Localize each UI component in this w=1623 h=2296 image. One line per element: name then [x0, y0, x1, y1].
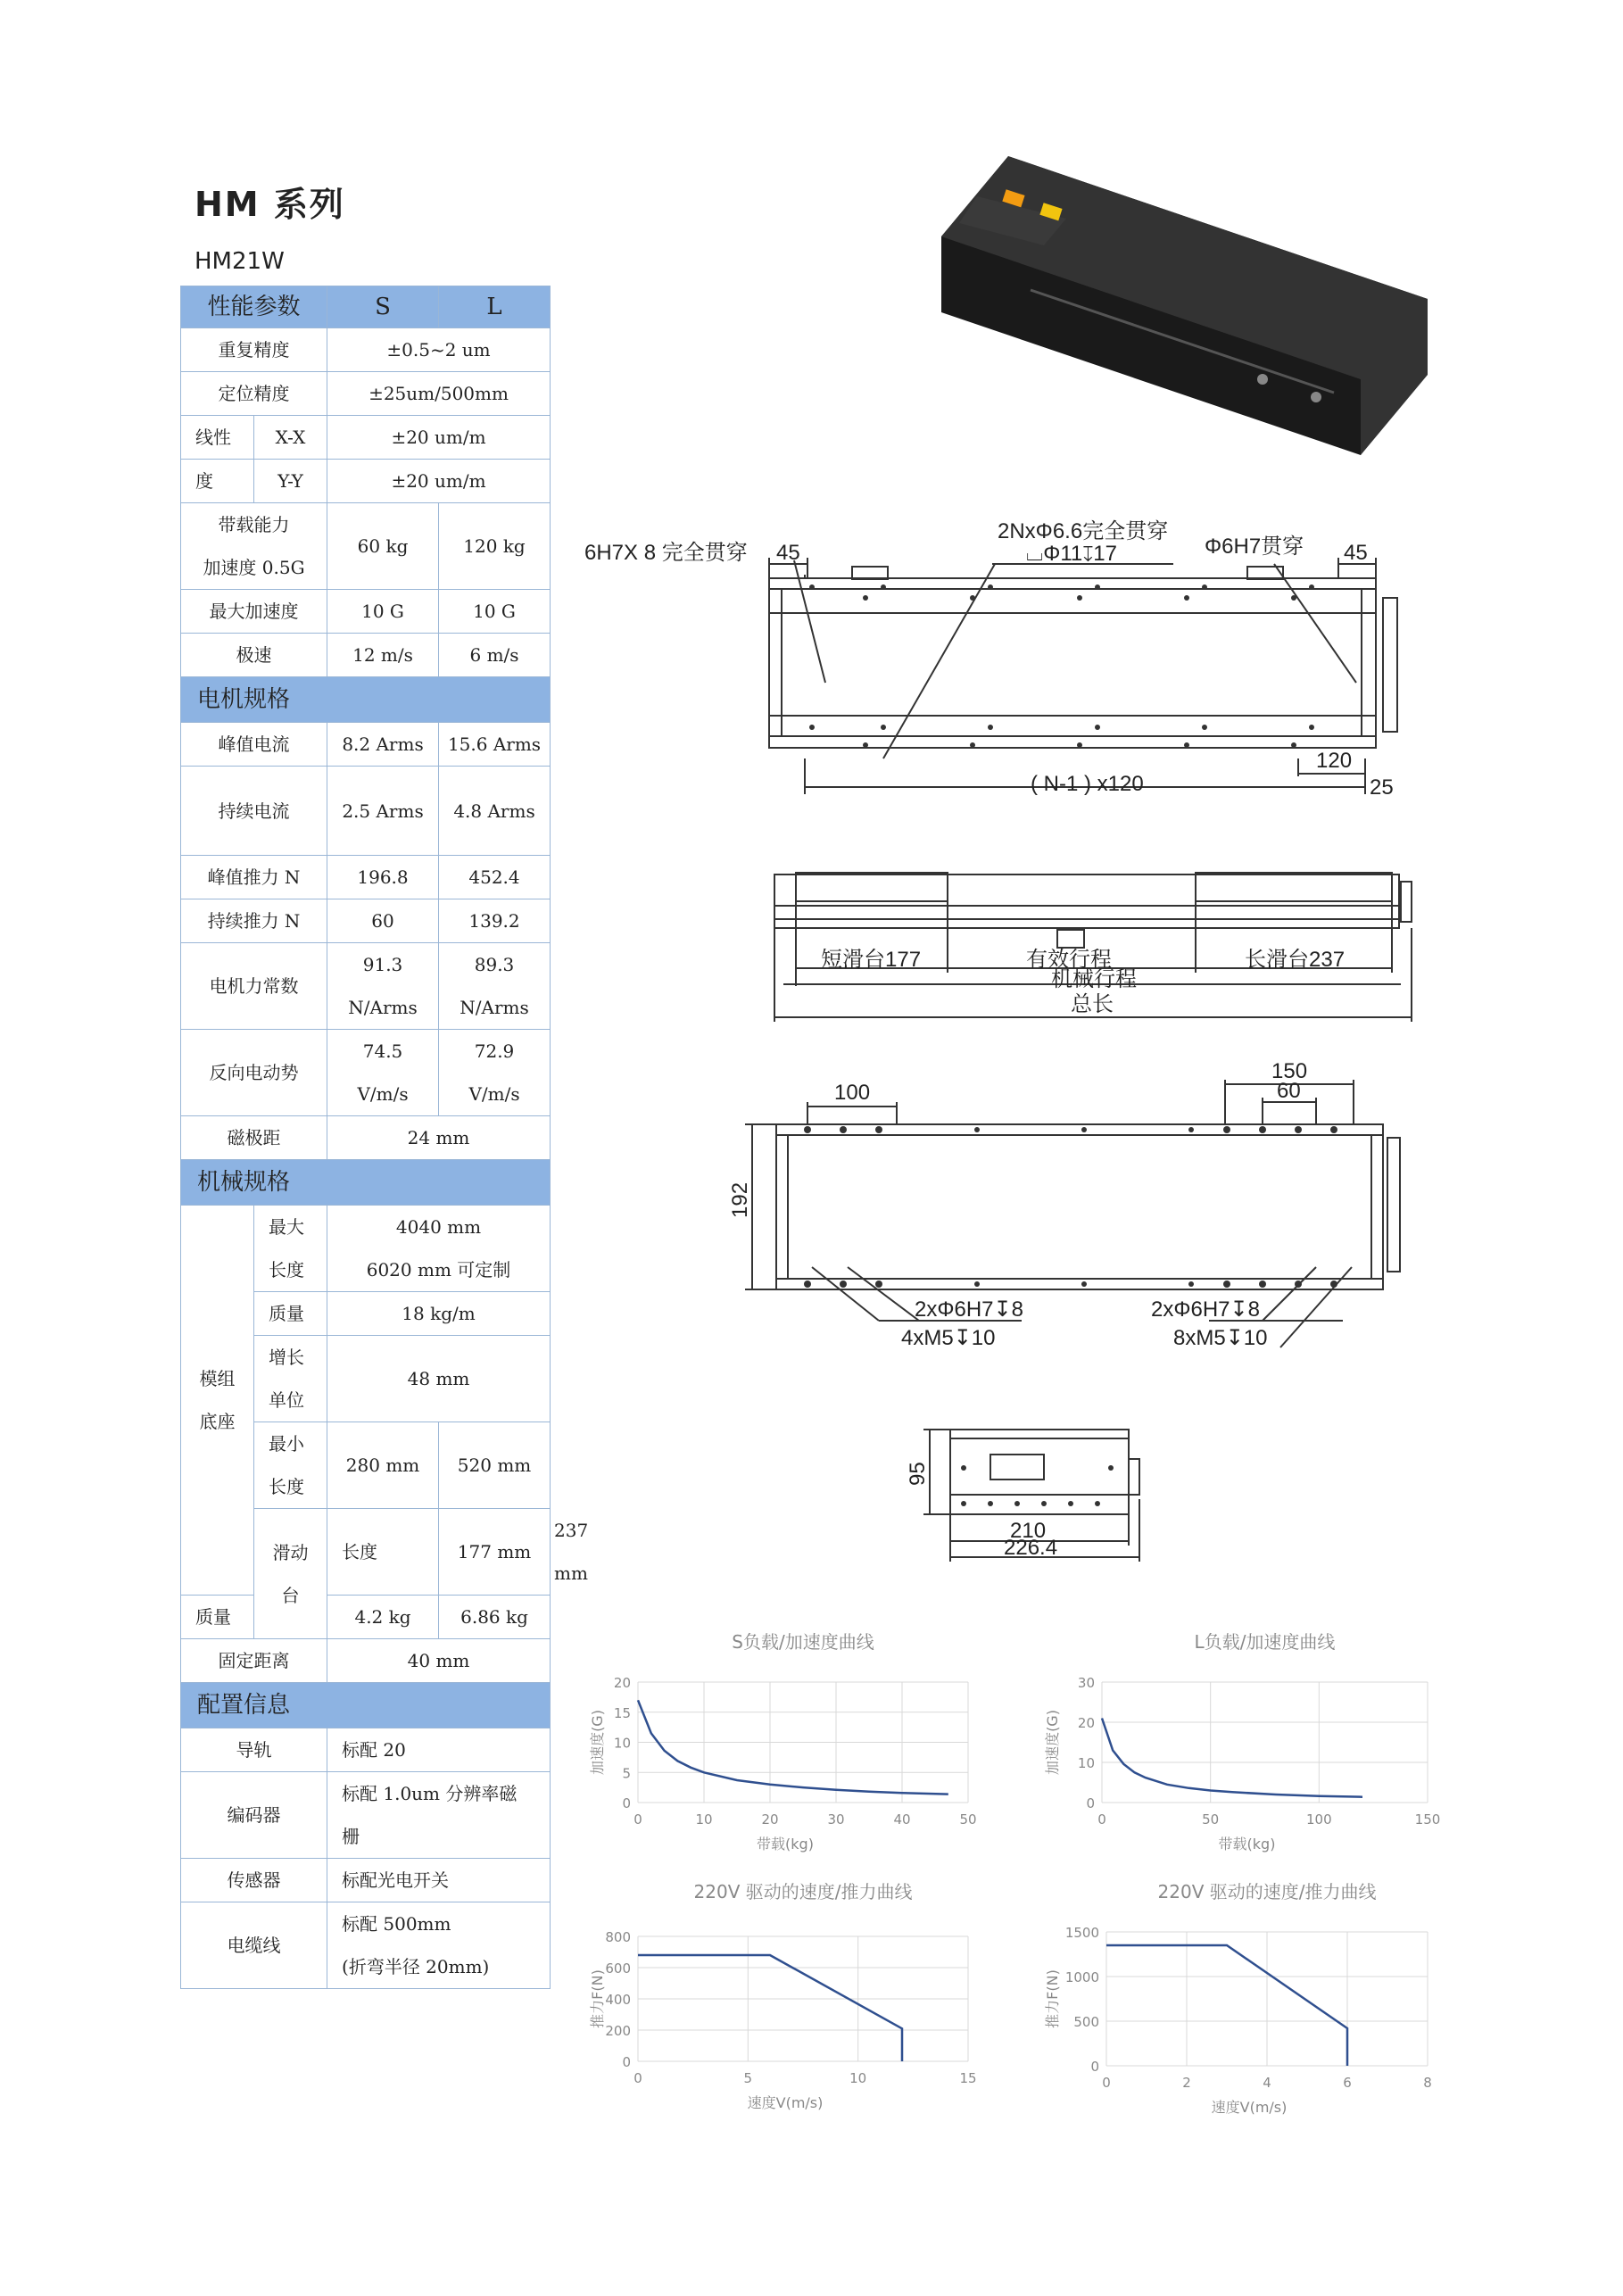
- chart-title: 220V 驱动的速度/推力曲线: [693, 1881, 913, 1902]
- y-tick-label: 400: [605, 1992, 631, 2008]
- row-value-s: 177 mm: [439, 1509, 551, 1596]
- table-row: [181, 767, 551, 856]
- x-tick-label: 8: [1423, 2075, 1432, 2091]
- table-row: [181, 1859, 551, 1902]
- y-tick-label: 10: [1077, 1755, 1095, 1771]
- y-tick-label: 1500: [1064, 1925, 1099, 1941]
- table-row: [181, 590, 551, 634]
- y-tick-label: 800: [605, 1929, 631, 1945]
- x-tick-label: 0: [633, 1811, 642, 1828]
- row-value-l: 520 mm: [439, 1422, 551, 1509]
- table-row: [181, 899, 551, 943]
- header-s: S: [327, 286, 439, 328]
- row-label: 磁极距: [181, 1116, 327, 1160]
- x-tick-label: 0: [1102, 2075, 1111, 2091]
- row-label: 持续推力 N: [181, 899, 327, 943]
- x-tick-label: 40: [893, 1811, 911, 1828]
- chart-s-load-acceleration: [584, 1629, 1004, 1856]
- y-axis-label: 推力F(N): [1044, 1969, 1061, 2028]
- section-row: [181, 1683, 551, 1728]
- row-value-s: 60: [327, 899, 439, 943]
- drawing1-dim-pitch: 120: [1316, 749, 1353, 773]
- row-value: 4040 mm 6020 mm 可定制: [327, 1206, 551, 1292]
- row-value-s: 12 m/s: [327, 634, 439, 677]
- row-value-s: 60 kg: [327, 503, 439, 590]
- drawing2-long-slider: 长滑台237: [1245, 948, 1346, 972]
- row-value-s: 8.2 Arms: [327, 723, 439, 767]
- y-tick-label: 600: [605, 1960, 631, 1977]
- row-label: 编码器: [181, 1772, 327, 1859]
- chart-l-speed-force: [1039, 1878, 1459, 2115]
- drawing3-dim-100: 100: [834, 1081, 871, 1105]
- header-l: L: [439, 286, 551, 328]
- row-sublabel: 增长 单位: [254, 1336, 327, 1422]
- table-row: [181, 1728, 551, 1772]
- drawing2-short-slider: 短滑台177: [821, 948, 922, 972]
- y-axis-label: 加速度(G): [589, 1710, 606, 1775]
- y-tick-label: 0: [1086, 1795, 1095, 1811]
- drawing-side-view: [767, 866, 1428, 1035]
- row-value: ±20 um/m: [327, 416, 551, 460]
- table-row: [181, 328, 551, 372]
- product-image: [941, 156, 1441, 460]
- row-value-s: 4.2 kg: [327, 1596, 439, 1639]
- drawing1-dim-left: 45: [776, 541, 800, 565]
- y-tick-label: 20: [1077, 1715, 1095, 1731]
- row-label: 峰值推力 N: [181, 856, 327, 899]
- drawing3-hole-note-d: 8xM5↧10: [1173, 1326, 1268, 1350]
- table-row: [181, 460, 551, 503]
- row-label: 反向电动势: [181, 1030, 327, 1116]
- y-tick-label: 1000: [1064, 1969, 1099, 1985]
- x-axis-label: 速度V(m/s): [747, 2094, 824, 2111]
- row-value: 标配光电开关: [327, 1859, 551, 1902]
- table-row: [181, 723, 551, 767]
- row-value-l: 10 G: [439, 590, 551, 634]
- y-tick-label: 0: [622, 2054, 631, 2070]
- section-title-mech: 机械规格: [181, 1160, 551, 1206]
- drawing1-dim-right: 45: [1344, 541, 1368, 565]
- y-tick-label: 15: [613, 1704, 631, 1721]
- row-value-s: 74.5 V/m/s: [327, 1030, 439, 1116]
- row-value: 48 mm: [327, 1336, 551, 1422]
- row-value-l: 15.6 Arms: [439, 723, 551, 767]
- table-header-row: [181, 286, 551, 328]
- row-value-s: 280 mm: [327, 1422, 439, 1509]
- x-tick-label: 150: [1414, 1811, 1441, 1828]
- row-value-l: 139.2: [439, 899, 551, 943]
- table-row: [181, 372, 551, 416]
- spec-table: [180, 286, 589, 1989]
- table-row: [181, 1206, 551, 1292]
- series-line: [1102, 1719, 1362, 1797]
- row-sublabel: 长度: [327, 1509, 439, 1596]
- drawing1-top-note-1: 2NxΦ6.6完全贯穿: [998, 519, 1169, 543]
- row-label: 峰值电流: [181, 723, 327, 767]
- row-label: 最大加速度: [181, 590, 327, 634]
- row-label: 电缆线: [181, 1902, 327, 1989]
- table-row: [181, 1116, 551, 1160]
- chart-title: L负载/加速度曲线: [1194, 1631, 1336, 1653]
- x-tick-label: 10: [695, 1811, 713, 1828]
- y-axis-label: 加速度(G): [1044, 1710, 1061, 1775]
- row-value: 标配 20: [327, 1728, 551, 1772]
- table-row: [181, 634, 551, 677]
- row-label: 线性: [181, 416, 254, 460]
- row-label: 定位精度: [181, 372, 327, 416]
- y-tick-label: 20: [613, 1675, 631, 1691]
- drawing3-hole-note-a: 2xΦ6H7↧8: [915, 1297, 1023, 1322]
- x-tick-label: 20: [761, 1811, 779, 1828]
- section-title-motor: 电机规格: [181, 677, 551, 723]
- x-axis-label: 带载(kg): [1218, 1836, 1276, 1853]
- table-row: [181, 503, 551, 590]
- table-row: 滑动 台 长度 177 mm 237 mm: [181, 1509, 551, 1596]
- drawing3-dim-150: 150: [1271, 1059, 1308, 1083]
- drawing-top-view: [571, 509, 1445, 812]
- table-row: [181, 1639, 551, 1683]
- table-row: [181, 856, 551, 899]
- row-sublabel: Y-Y: [254, 460, 327, 503]
- row-value: 40 mm: [327, 1639, 551, 1683]
- y-tick-label: 0: [1090, 2059, 1099, 2075]
- drawing3-dim-60: 60: [1277, 1079, 1301, 1103]
- row-label: 持续电流: [181, 767, 327, 856]
- row-sublabel: 质量: [254, 1292, 327, 1336]
- model-name: HM21W: [195, 248, 285, 275]
- x-tick-label: 4: [1263, 2075, 1271, 2091]
- row-label: 重复精度: [181, 328, 327, 372]
- row-sublabel: X-X: [254, 416, 327, 460]
- x-tick-label: 6: [1343, 2075, 1352, 2091]
- section-row: [181, 1160, 551, 1206]
- table-row: [181, 1596, 551, 1639]
- x-tick-label: 100: [1306, 1811, 1332, 1828]
- x-tick-label: 10: [849, 2070, 867, 2086]
- row-sublabel: 最小 长度: [254, 1422, 327, 1509]
- row-value: 标配 1.0um 分辨率磁 栅: [327, 1772, 551, 1859]
- section-title-config: 配置信息: [181, 1683, 551, 1728]
- row-label: 度: [181, 460, 254, 503]
- drawing4-dim-95: 95: [906, 1462, 930, 1486]
- drawing2-mech-stroke: 机械行程: [1051, 967, 1137, 991]
- drawing4-dim-226: 226.4: [1004, 1536, 1058, 1560]
- row-value: 24 mm: [327, 1116, 551, 1160]
- row-label: 电机力常数: [181, 943, 327, 1030]
- row-label: 导轨: [181, 1728, 327, 1772]
- chart-title: S负载/加速度曲线: [732, 1631, 874, 1653]
- drawing1-left-note: 6H7X 8 完全贯穿: [584, 541, 748, 565]
- row-value-s: 196.8: [327, 856, 439, 899]
- section-row: [181, 677, 551, 723]
- chart-s-speed-force: [584, 1878, 1004, 2115]
- y-tick-label: 0: [622, 1795, 631, 1811]
- series-line: [638, 1955, 902, 2061]
- table-row: [181, 943, 551, 1030]
- drawing3-dim-192: 192: [728, 1181, 752, 1218]
- row-value-l: 120 kg: [439, 503, 551, 590]
- drawing3-hole-note-b: 4xM5↧10: [901, 1326, 996, 1350]
- x-axis-label: 带载(kg): [757, 1836, 814, 1853]
- x-axis-label: 速度V(m/s): [1211, 2099, 1288, 2115]
- x-tick-label: 0: [633, 2070, 642, 2086]
- y-tick-label: 5: [622, 1765, 631, 1782]
- drawing1-dim-total: ( N-1 ) x120: [1031, 772, 1144, 796]
- table-row: [181, 1772, 551, 1859]
- x-tick-label: 30: [827, 1811, 845, 1828]
- drawing-base-view: [727, 1053, 1441, 1356]
- drawing3-hole-note-c: 2xΦ6H7↧8: [1151, 1297, 1260, 1322]
- table-row: [181, 1902, 551, 1989]
- row-value-l: 72.9 V/m/s: [439, 1030, 551, 1116]
- y-tick-label: 10: [613, 1735, 631, 1752]
- row-sublabel: 最大 长度: [254, 1206, 327, 1292]
- row-value: ±0.5~2 um: [327, 328, 551, 372]
- row-value-l: 6 m/s: [439, 634, 551, 677]
- x-tick-label: 50: [1202, 1811, 1220, 1828]
- row-label: 带载能力 加速度 0.5G: [181, 503, 327, 590]
- x-tick-label: 15: [959, 2070, 977, 2086]
- row-label: 传感器: [181, 1859, 327, 1902]
- drawing1-right-note: Φ6H7贯穿: [1205, 535, 1304, 559]
- row-value-l: 89.3 N/Arms: [439, 943, 551, 1030]
- drawing4-dim-210: 210: [1010, 1519, 1047, 1543]
- row-label: 极速: [181, 634, 327, 677]
- page-title: HM 系列: [195, 185, 345, 224]
- row-value: 标配 500mm (折弯半径 20mm): [327, 1902, 551, 1989]
- chart-l-load-acceleration: [1039, 1629, 1459, 1856]
- row-label: 模组 底座: [181, 1206, 254, 1596]
- row-sublabel: 质量: [181, 1596, 254, 1639]
- y-tick-label: 500: [1073, 2014, 1099, 2030]
- x-tick-label: 2: [1182, 2075, 1191, 2091]
- series-line: [1106, 1945, 1347, 2066]
- x-tick-label: 5: [743, 2070, 753, 2086]
- row-value-l: 452.4: [439, 856, 551, 899]
- row-value-s: 2.5 Arms: [327, 767, 439, 856]
- row-value: ±20 um/m: [327, 460, 551, 503]
- header-param: 性能参数: [181, 286, 327, 328]
- row-label: 滑动 台: [254, 1509, 327, 1639]
- y-tick-label: 30: [1077, 1675, 1095, 1691]
- chart-title: 220V 驱动的速度/推力曲线: [1157, 1881, 1377, 1902]
- drawing2-stroke: 有效行程: [1026, 948, 1112, 972]
- row-value-s: 10 G: [327, 590, 439, 634]
- row-value-s: 91.3 N/Arms: [327, 943, 439, 1030]
- x-tick-label: 50: [959, 1811, 977, 1828]
- table-row: [181, 1030, 551, 1116]
- row-value: 18 kg/m: [327, 1292, 551, 1336]
- row-value-l: 4.8 Arms: [439, 767, 551, 856]
- y-axis-label: 推力F(N): [589, 1969, 606, 2028]
- x-tick-label: 0: [1097, 1811, 1106, 1828]
- drawing-end-view: [901, 1419, 1169, 1571]
- drawing2-total: 总长: [1071, 992, 1114, 1016]
- table-row: [181, 416, 551, 460]
- drawing1-top-note-2: ⌴Φ11↧17: [1026, 542, 1117, 566]
- row-label: 固定距离: [181, 1639, 327, 1683]
- row-value: ±25um/500mm: [327, 372, 551, 416]
- y-tick-label: 200: [605, 2023, 631, 2039]
- drawing1-dim-end: 25: [1370, 775, 1394, 800]
- row-value-l: 6.86 kg: [439, 1596, 551, 1639]
